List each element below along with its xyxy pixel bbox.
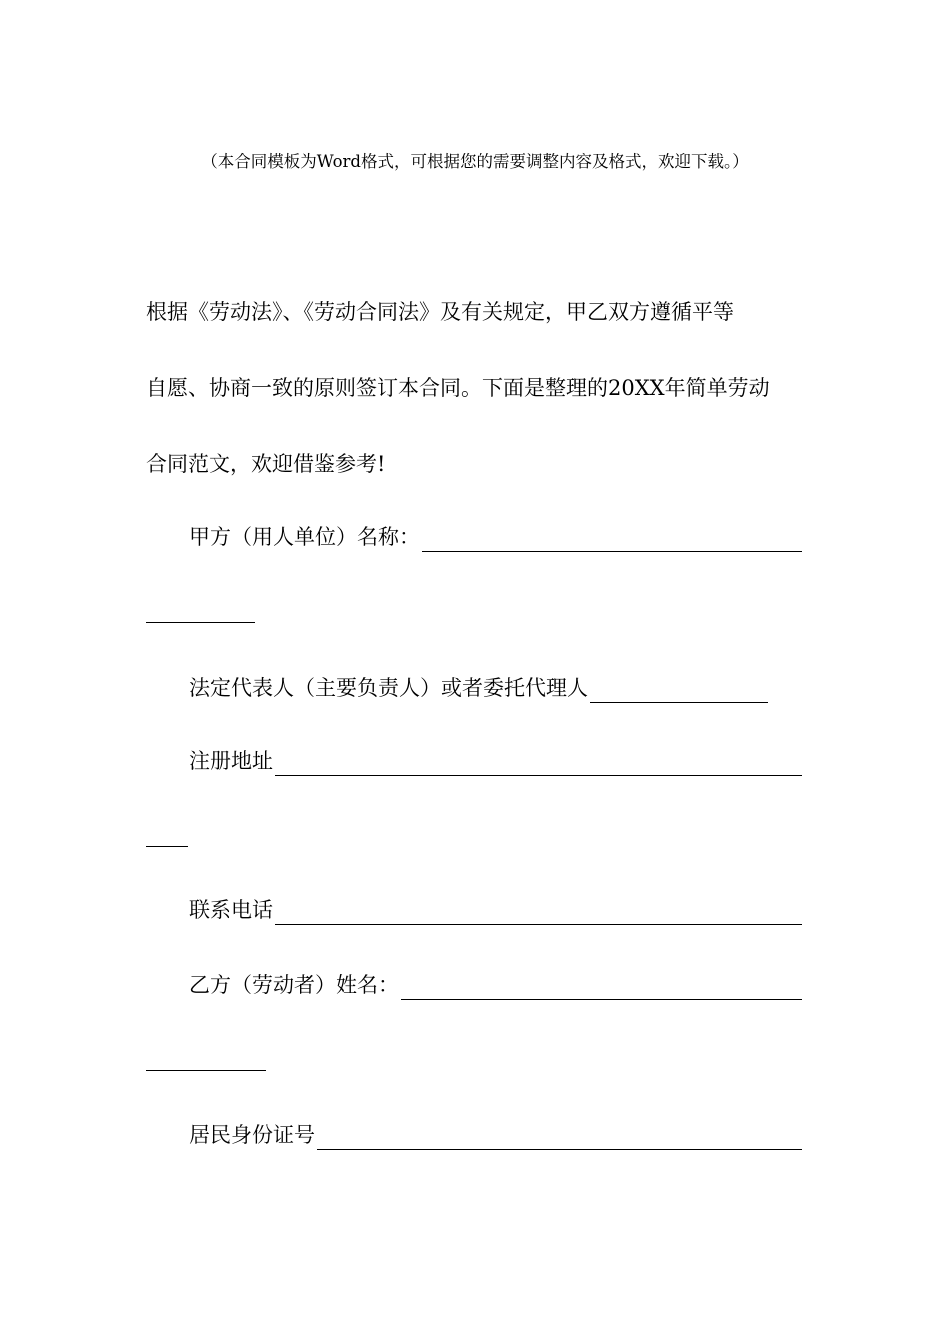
reg-address-blank (275, 749, 802, 776)
reg-address-label: 注册地址 (189, 749, 273, 773)
template-note: （本合同模板为Word格式，可根据您的需要调整内容及格式，欢迎下载。） (201, 152, 749, 171)
phone-blank (275, 898, 802, 925)
id-number-blank (317, 1123, 802, 1150)
reg-address-field (189, 746, 802, 776)
legal-rep-blank (590, 676, 768, 703)
party-a-name-blank-continued (146, 622, 255, 623)
party-a-name-label: 甲方（用人单位）名称： (189, 525, 420, 549)
party-b-name-field (189, 970, 802, 1000)
id-number-label: 居民身份证号 (189, 1123, 315, 1147)
phone-field (189, 895, 802, 925)
reg-address-blank-continued (146, 846, 188, 847)
party-a-name-field (189, 522, 802, 552)
legal-rep-label: 法定代表人（主要负责人）或者委托代理人 (189, 676, 588, 700)
phone-label: 联系电话 (189, 898, 273, 922)
party-b-name-blank-continued (146, 1070, 266, 1071)
intro-line-1: 根据《劳动法》、《劳动合同法》及有关规定，甲乙双方遵循平等 (146, 300, 734, 324)
intro-line-3: 合同范文，欢迎借鉴参考! (146, 452, 386, 476)
legal-rep-field (189, 673, 802, 703)
id-number-field (189, 1120, 802, 1150)
intro-line-2: 自愿、协商一致的原则签订本合同。下面是整理的20XX年简单劳动 (146, 376, 770, 400)
party-b-name-blank (401, 973, 802, 1000)
party-a-name-blank (422, 525, 802, 552)
party-b-name-label: 乙方（劳动者）姓名： (189, 973, 399, 997)
